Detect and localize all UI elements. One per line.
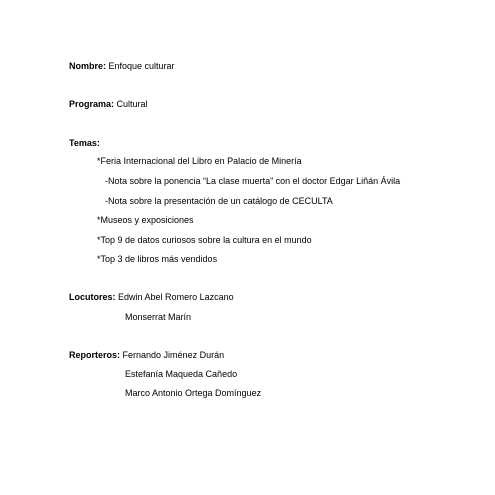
tema-item: *Museos y exposiciones [97, 215, 194, 225]
nombre-line [69, 61, 175, 72]
programa-label: Programa: [69, 99, 115, 109]
tema-subitem: -Nota sobre la presentación de un catálogo de CECULTA [105, 196, 333, 206]
locutor-name: Edwin Abel Romero Lazcano [118, 292, 234, 302]
locutores-line [69, 292, 234, 303]
locutor-name: Monserrat Marín [125, 312, 192, 322]
reporteros-line [69, 350, 224, 361]
temas-label: Temas: [69, 138, 100, 148]
nombre-value: Enfoque culturar [106, 61, 175, 71]
tema-item: *Top 9 de datos curiosos sobre la cultura en el mundo [97, 235, 312, 245]
reportero-name: Fernando Jiménez Durán [122, 350, 225, 360]
nombre-label: Nombre: [69, 61, 107, 71]
programa-line [69, 99, 148, 110]
reportero-name: Marco Antonio Ortega Domínguez [125, 388, 262, 398]
locutores-label: Locutores: [69, 292, 116, 302]
tema-item: *Top 3 de libros más vendidos [97, 254, 218, 264]
reportero-name: Estefanía Maqueda Cañedo [125, 369, 238, 379]
tema-item: *Feria Internacional del Libro en Palacio de Minería [97, 156, 302, 166]
tema-subitem: -Nota sobre la ponencia “La clase muerta” con el doctor Edgar Liñán Ávila [105, 176, 401, 186]
reporteros-label: Reporteros: [69, 350, 121, 360]
programa-value: Cultural [114, 99, 148, 109]
